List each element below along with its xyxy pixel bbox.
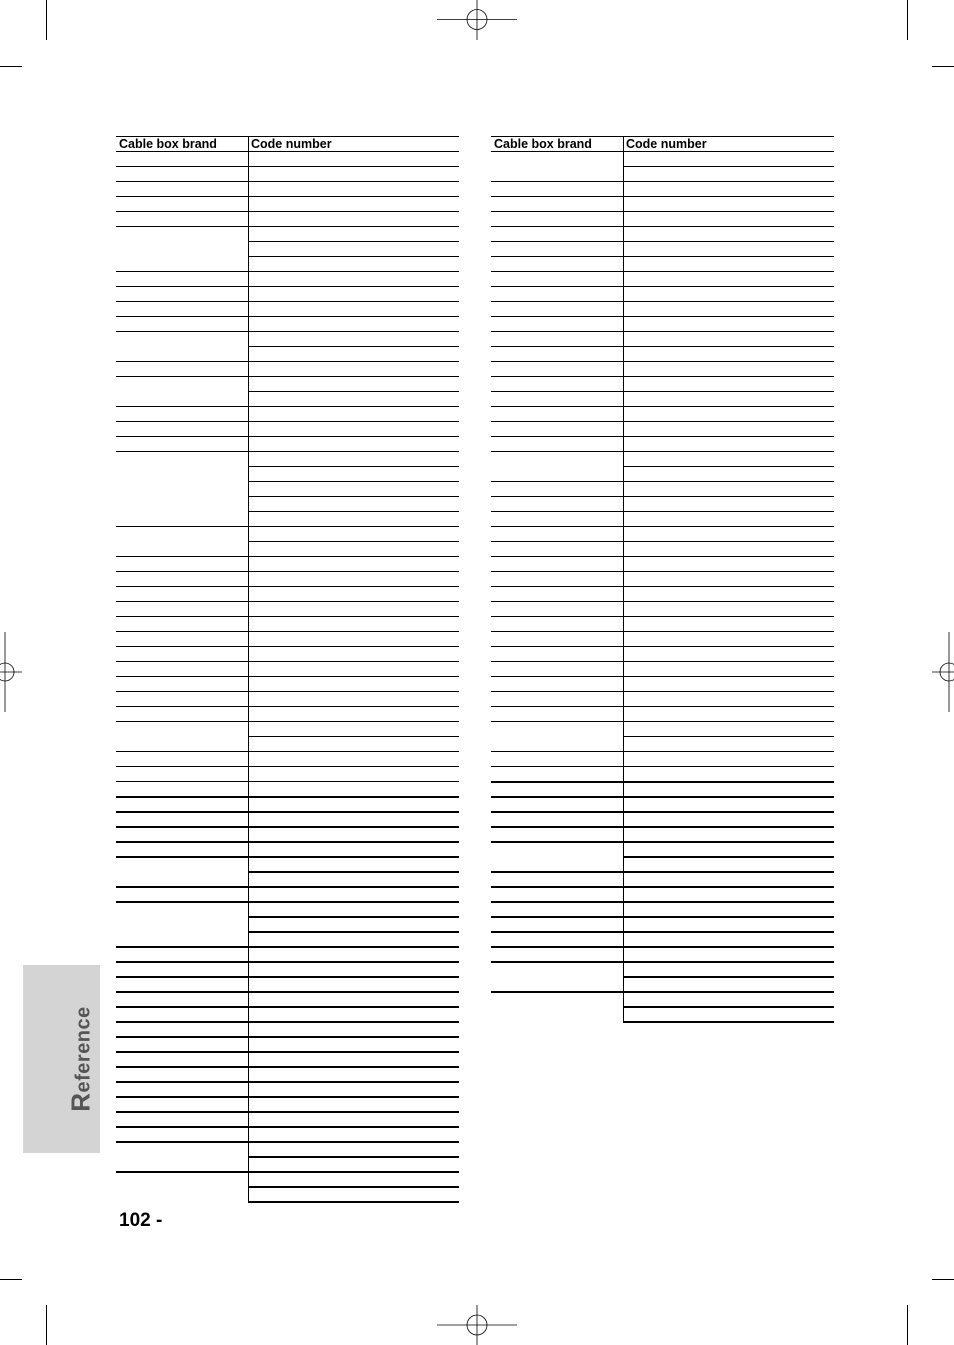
brand-row-rule — [491, 781, 623, 783]
code-row-rule — [248, 901, 459, 903]
code-row-rule — [248, 931, 459, 933]
code-row-rule — [248, 1156, 459, 1158]
brand-row-rule — [491, 376, 623, 377]
table-header — [116, 136, 459, 152]
code-row-rule — [623, 616, 834, 617]
brand-row-rule — [116, 181, 248, 182]
code-row-rule — [623, 556, 834, 557]
crop-mark — [932, 1279, 954, 1280]
code-row-rule — [623, 196, 834, 197]
code-row-rule — [248, 541, 459, 542]
header-cable-box-brand: Cable box brand — [119, 137, 217, 151]
code-row-rule — [248, 286, 459, 287]
brand-row-rule — [116, 886, 248, 888]
brand-row-rule — [491, 691, 623, 692]
brand-row-rule — [116, 196, 248, 197]
brand-row-rule — [116, 1141, 248, 1143]
code-row-rule — [623, 451, 834, 452]
brand-row-rule — [116, 406, 248, 407]
brand-row-rule — [491, 631, 623, 632]
brand-row-rule — [491, 796, 623, 798]
code-row-rule — [623, 466, 834, 467]
code-row-rule — [248, 586, 459, 587]
brand-row-rule — [491, 286, 623, 287]
code-row-rule — [248, 301, 459, 302]
code-row-rule — [248, 1036, 459, 1038]
code-row-rule — [248, 1096, 459, 1098]
brand-row-rule — [491, 496, 623, 497]
code-row-rule — [623, 631, 834, 632]
brand-row-rule — [116, 631, 248, 632]
brand-row-rule — [491, 331, 623, 332]
brand-row-rule — [116, 451, 248, 452]
code-row-rule — [623, 541, 834, 542]
brand-row-rule — [116, 376, 248, 377]
code-row-rule — [248, 811, 459, 813]
section-label-rest: eference — [72, 1006, 95, 1093]
code-row-rule — [623, 571, 834, 572]
code-row-rule — [623, 646, 834, 647]
header-code-number: Code number — [251, 137, 332, 151]
cable-box-code-table-left — [116, 136, 459, 1203]
brand-row-rule — [116, 676, 248, 677]
brand-row-rule — [116, 841, 248, 843]
code-row-rule — [248, 391, 459, 392]
brand-row-rule — [116, 226, 248, 227]
brand-row-rule — [491, 946, 623, 948]
brand-row-rule — [491, 556, 623, 557]
code-row-rule — [623, 286, 834, 287]
header-code-number: Code number — [626, 137, 707, 151]
code-row-rule — [623, 421, 834, 422]
brand-row-rule — [116, 721, 248, 722]
code-row-rule — [623, 856, 834, 858]
code-row-rule — [248, 841, 459, 843]
brand-row-rule — [116, 1066, 248, 1068]
code-row-rule — [623, 526, 834, 527]
brand-row-rule — [491, 766, 623, 767]
brand-row-rule — [116, 316, 248, 317]
crop-mark — [932, 66, 954, 67]
brand-row-rule — [116, 766, 248, 767]
code-row-rule — [248, 781, 459, 782]
code-row-rule — [248, 631, 459, 632]
registration-mark-icon — [914, 632, 954, 712]
brand-row-rule — [116, 616, 248, 617]
brand-row-rule — [116, 691, 248, 692]
code-row-rule — [623, 316, 834, 317]
registration-mark-icon — [437, 0, 517, 40]
brand-row-rule — [116, 1006, 248, 1008]
brand-row-rule — [491, 616, 623, 617]
brand-row-rule — [116, 586, 248, 587]
brand-row-rule — [491, 346, 623, 347]
brand-row-rule — [491, 421, 623, 422]
brand-row-rule — [116, 796, 248, 798]
code-row-rule — [623, 361, 834, 362]
code-row-rule — [623, 166, 834, 167]
code-row-rule — [248, 886, 459, 888]
code-row-rule — [623, 766, 834, 767]
code-row-rule — [248, 736, 459, 737]
brand-row-rule — [116, 946, 248, 948]
brand-row-rule — [491, 406, 623, 407]
code-row-rule — [248, 1201, 459, 1203]
code-row-rule — [248, 1141, 459, 1143]
brand-row-rule — [116, 436, 248, 437]
code-row-rule — [248, 601, 459, 602]
brand-row-rule — [116, 331, 248, 332]
code-row-rule — [623, 601, 834, 602]
code-row-rule — [248, 751, 459, 752]
code-row-rule — [248, 466, 459, 467]
code-row-rule — [623, 841, 834, 843]
header-rule — [491, 151, 834, 152]
brand-row-rule — [116, 166, 248, 167]
code-row-rule — [248, 1006, 459, 1008]
brand-row-rule — [116, 1111, 248, 1113]
code-row-rule — [248, 241, 459, 242]
brand-row-rule — [116, 1096, 248, 1098]
code-row-rule — [248, 976, 459, 978]
code-row-rule — [623, 391, 834, 392]
code-row-rule — [623, 586, 834, 587]
brand-row-rule — [491, 361, 623, 362]
code-row-rule — [248, 481, 459, 482]
brand-row-rule — [491, 601, 623, 602]
code-row-rule — [623, 976, 834, 978]
code-row-rule — [623, 946, 834, 948]
code-row-rule — [248, 946, 459, 948]
code-row-rule — [623, 901, 834, 903]
code-row-rule — [623, 376, 834, 377]
code-row-rule — [248, 676, 459, 677]
code-row-rule — [248, 511, 459, 512]
code-row-rule — [248, 271, 459, 272]
header-rule — [116, 151, 459, 152]
code-row-rule — [623, 436, 834, 437]
brand-row-rule — [116, 901, 248, 903]
brand-row-rule — [116, 1036, 248, 1038]
code-row-rule — [623, 826, 834, 828]
brand-row-rule — [116, 826, 248, 828]
header-cable-box-brand: Cable box brand — [494, 137, 592, 151]
code-row-rule — [623, 796, 834, 798]
code-row-rule — [623, 256, 834, 257]
code-row-rule — [623, 691, 834, 692]
code-row-rule — [248, 346, 459, 347]
brand-row-rule — [491, 841, 623, 843]
code-row-rule — [248, 361, 459, 362]
brand-row-rule — [491, 646, 623, 647]
code-row-rule — [623, 1006, 834, 1008]
code-row-rule — [623, 916, 834, 918]
code-row-rule — [623, 301, 834, 302]
code-row-rule — [248, 646, 459, 647]
brand-row-rule — [491, 301, 623, 302]
brand-row-rule — [491, 751, 623, 752]
code-row-rule — [248, 196, 459, 197]
crop-mark — [0, 1279, 22, 1280]
brand-row-rule — [491, 721, 623, 722]
code-row-rule — [248, 316, 459, 317]
code-row-rule — [248, 1021, 459, 1023]
cable-box-code-table-right — [491, 136, 834, 1023]
brand-row-rule — [116, 1171, 248, 1173]
section-label-initial: R — [65, 1092, 96, 1112]
crop-mark — [907, 1305, 908, 1345]
brand-row-rule — [116, 961, 248, 963]
column-divider — [623, 136, 624, 1023]
code-row-rule — [623, 721, 834, 722]
table-header — [491, 136, 834, 152]
code-row-rule — [248, 1126, 459, 1128]
code-row-rule — [623, 346, 834, 347]
brand-row-rule — [116, 1126, 248, 1128]
code-row-rule — [248, 181, 459, 182]
brand-row-rule — [116, 811, 248, 813]
code-row-rule — [248, 496, 459, 497]
column-divider — [248, 136, 249, 1203]
brand-row-rule — [116, 211, 248, 212]
brand-row-rule — [491, 226, 623, 227]
code-row-rule — [623, 211, 834, 212]
code-row-rule — [248, 376, 459, 377]
brand-row-rule — [116, 361, 248, 362]
brand-row-rule — [491, 811, 623, 813]
brand-row-rule — [491, 256, 623, 257]
brand-row-rule — [491, 316, 623, 317]
brand-row-rule — [116, 856, 248, 858]
code-row-rule — [623, 706, 834, 707]
brand-row-rule — [116, 1051, 248, 1053]
brand-row-rule — [491, 436, 623, 437]
code-row-rule — [623, 271, 834, 272]
code-row-rule — [248, 616, 459, 617]
crop-mark — [46, 0, 47, 40]
code-row-rule — [248, 871, 459, 873]
code-row-rule — [248, 211, 459, 212]
brand-row-rule — [491, 676, 623, 677]
brand-row-rule — [116, 571, 248, 572]
brand-row-rule — [491, 916, 623, 918]
brand-row-rule — [491, 526, 623, 527]
brand-row-rule — [491, 241, 623, 242]
registration-mark-icon — [0, 632, 40, 712]
code-row-rule — [248, 331, 459, 332]
code-row-rule — [248, 166, 459, 167]
brand-row-rule — [491, 391, 623, 392]
code-row-rule — [248, 826, 459, 828]
code-row-rule — [623, 781, 834, 783]
code-row-rule — [623, 226, 834, 227]
registration-mark-icon — [437, 1305, 517, 1345]
brand-row-rule — [491, 871, 623, 873]
code-row-rule — [248, 766, 459, 767]
brand-row-rule — [491, 706, 623, 707]
brand-row-rule — [491, 571, 623, 572]
code-row-rule — [248, 421, 459, 422]
code-row-rule — [248, 721, 459, 722]
code-row-rule — [248, 796, 459, 798]
brand-row-rule — [491, 211, 623, 212]
code-row-rule — [623, 331, 834, 332]
code-row-rule — [248, 451, 459, 452]
brand-row-rule — [116, 421, 248, 422]
code-row-rule — [623, 181, 834, 182]
brand-row-rule — [491, 511, 623, 512]
brand-row-rule — [116, 526, 248, 527]
brand-row-rule — [491, 991, 623, 993]
brand-row-rule — [491, 451, 623, 452]
code-row-rule — [248, 856, 459, 858]
code-row-rule — [248, 256, 459, 257]
brand-row-rule — [116, 976, 248, 978]
brand-row-rule — [116, 301, 248, 302]
code-row-rule — [248, 916, 459, 918]
brand-row-rule — [491, 481, 623, 482]
code-row-rule — [248, 991, 459, 993]
code-row-rule — [623, 811, 834, 813]
brand-row-rule — [491, 961, 623, 963]
code-row-rule — [623, 241, 834, 242]
code-row-rule — [248, 1066, 459, 1068]
code-row-rule — [623, 931, 834, 933]
brand-row-rule — [491, 826, 623, 828]
brand-row-rule — [116, 1021, 248, 1023]
brand-row-rule — [116, 991, 248, 993]
code-row-rule — [248, 226, 459, 227]
code-row-rule — [248, 571, 459, 572]
crop-mark — [46, 1305, 47, 1345]
brand-row-rule — [116, 271, 248, 272]
code-row-rule — [248, 1171, 459, 1173]
crop-mark — [0, 66, 22, 67]
section-label — [66, 1006, 97, 1112]
brand-row-rule — [116, 556, 248, 557]
code-row-rule — [248, 406, 459, 407]
code-row-rule — [623, 991, 834, 993]
brand-row-rule — [491, 586, 623, 587]
brand-row-rule — [491, 661, 623, 662]
code-row-rule — [623, 406, 834, 407]
brand-row-rule — [491, 901, 623, 903]
code-row-rule — [623, 661, 834, 662]
brand-row-rule — [116, 601, 248, 602]
code-row-rule — [623, 886, 834, 888]
code-row-rule — [623, 511, 834, 512]
brand-row-rule — [491, 931, 623, 933]
code-row-rule — [248, 556, 459, 557]
code-row-rule — [623, 751, 834, 752]
code-row-rule — [623, 481, 834, 482]
brand-row-rule — [116, 1081, 248, 1083]
brand-row-rule — [116, 646, 248, 647]
code-row-rule — [248, 1186, 459, 1188]
page-number: 102 - — [119, 1210, 163, 1231]
code-row-rule — [623, 496, 834, 497]
brand-row-rule — [116, 286, 248, 287]
code-row-rule — [248, 691, 459, 692]
code-row-rule — [248, 436, 459, 437]
code-row-rule — [248, 1111, 459, 1113]
code-row-rule — [248, 526, 459, 527]
brand-row-rule — [116, 706, 248, 707]
crop-mark — [907, 0, 908, 40]
brand-row-rule — [491, 886, 623, 888]
code-row-rule — [623, 871, 834, 873]
code-row-rule — [623, 676, 834, 677]
brand-row-rule — [491, 181, 623, 182]
code-row-rule — [248, 961, 459, 963]
brand-row-rule — [491, 541, 623, 542]
code-row-rule — [623, 961, 834, 963]
brand-row-rule — [116, 661, 248, 662]
code-row-rule — [248, 661, 459, 662]
brand-row-rule — [491, 196, 623, 197]
code-row-rule — [623, 1021, 834, 1023]
brand-row-rule — [116, 781, 248, 782]
code-row-rule — [248, 1051, 459, 1053]
code-row-rule — [248, 706, 459, 707]
code-row-rule — [623, 736, 834, 737]
brand-row-rule — [491, 271, 623, 272]
code-row-rule — [248, 1081, 459, 1083]
brand-row-rule — [116, 751, 248, 752]
